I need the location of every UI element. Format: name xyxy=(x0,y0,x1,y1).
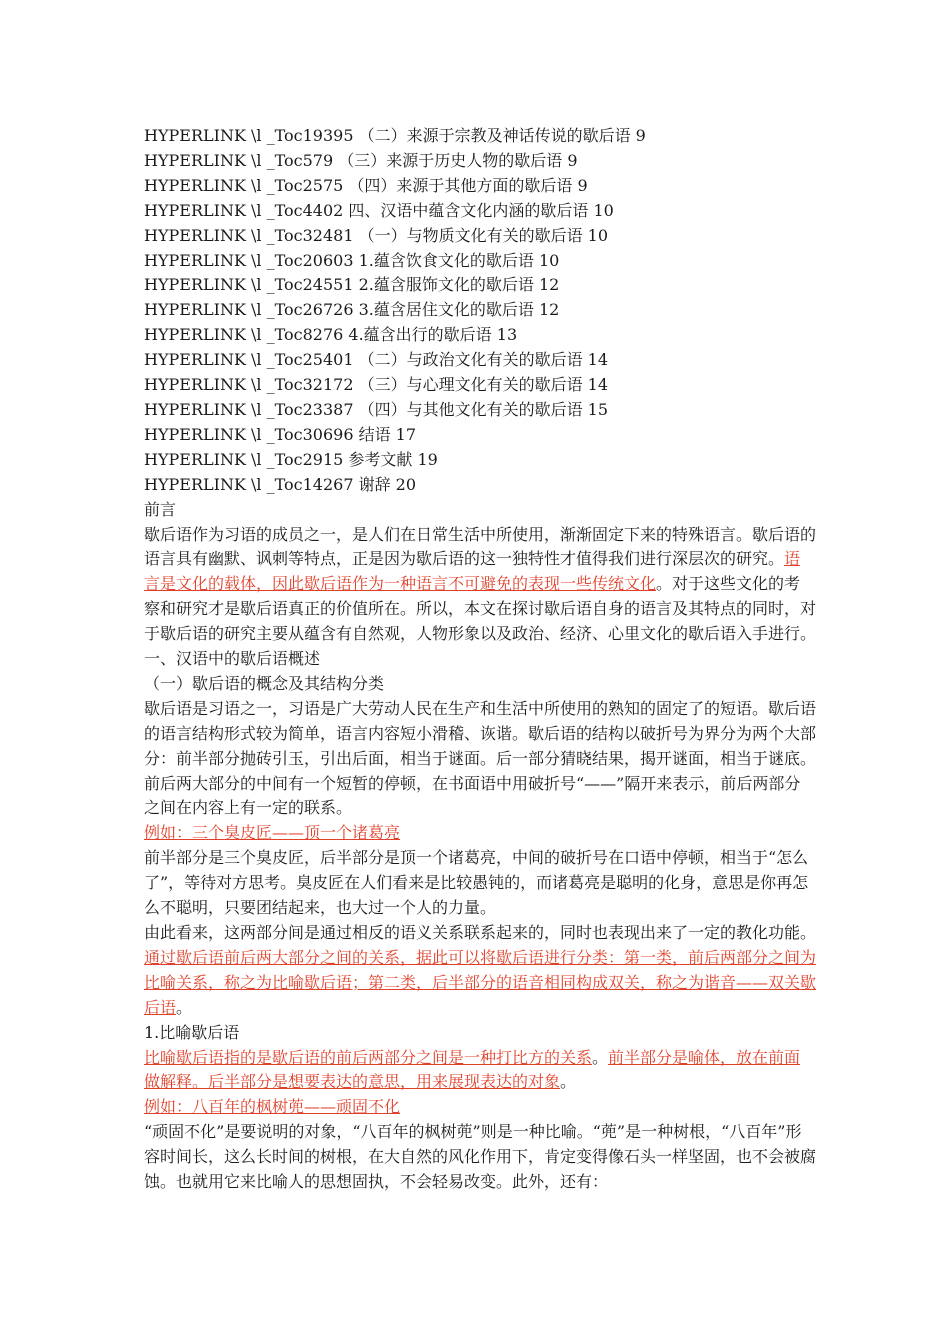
highlighted-text: 语言是文化的载体，因此歇后语作为一种语言不可避免的表现一些传统文化 xyxy=(144,549,801,594)
body-text: 由此看来，这两部分间是通过相反的语义关系联系起来的，同时也表现出来了一定的教化功能。 xyxy=(144,923,817,942)
toc-entry[interactable]: HYPERLINK \l _Toc8276 4.蕴含出行的歇后语 13 xyxy=(144,325,518,345)
document-page xyxy=(144,124,816,1195)
body-paragraph xyxy=(144,1046,816,1096)
toc-entry[interactable]: HYPERLINK \l _Toc4402 四、汉语中蕴含文化内涵的歇后语 10 xyxy=(144,200,614,220)
toc-entry[interactable]: HYPERLINK \l _Toc20603 1.蕴含饮食文化的歇后语 10 xyxy=(144,250,560,270)
toc-list xyxy=(144,124,816,498)
preface-text: 歇后语作为习语的成员之一，是人们在日常生活中所使用，渐渐固定下来的特殊语言。歇后语的语言具有幽默、讽刺等特点，正是因为歇后语的这一独特性才值得我们进行深层次的研究。 xyxy=(144,524,817,569)
toc-entry[interactable]: HYPERLINK \l _Toc14267 谢辞 20 xyxy=(144,474,417,494)
highlighted-text: 前半部分是喻体，放在前面做解释。后半部分是想要表达的意思，用来展现表达的对象 xyxy=(144,1047,801,1092)
highlighted-text: 通过歇后语前后两大部分之间的关系，据此可以将歇后语进行分类：第一类，前后两部分之间为比喻关系，称之为比喻歇后语；第二类，后半部分的语音相同构成双关，称之为谐音——双关歇后语 xyxy=(144,947,817,1017)
body-paragraph xyxy=(144,921,816,1021)
toc-entry[interactable]: HYPERLINK \l _Toc30696 结语 17 xyxy=(144,424,417,444)
toc-entry[interactable]: HYPERLINK \l _Toc23387 （四）与其他文化有关的歇后语 15 xyxy=(144,399,609,419)
toc-entry[interactable]: HYPERLINK \l _Toc25401 （二）与政治文化有关的歇后语 14 xyxy=(144,350,609,370)
body-paragraph: “顽固不化”是要说明的对象，“八百年的枫树蔸”则是一种比喻。“蔸”是一种树根，“八百年”形容时间长，这么长时间的树根，在大自然的风化作用下，肯定变得像石头一样坚固，也不会被腐蚀。也就用它来比喻人的思想固执，不会轻易改变。此外，还有： xyxy=(144,1122,817,1192)
toc-entry[interactable]: HYPERLINK \l _Toc2915 参考文献 19 xyxy=(144,449,438,469)
example-text: 例如：八百年的枫树蔸——顽固不化 xyxy=(144,1097,401,1117)
preface-paragraph xyxy=(144,523,816,648)
body-text: 。 xyxy=(560,1072,577,1092)
body-text: 。 xyxy=(176,997,193,1017)
toc-entry[interactable]: HYPERLINK \l _Toc32481 （一）与物质文化有关的歇后语 10 xyxy=(144,225,609,245)
subsection-heading: （一）歇后语的概念及其结构分类 xyxy=(144,673,385,693)
example-text: 例如：三个臭皮匠——顶一个诸葛亮 xyxy=(144,823,401,843)
body-paragraph: 歇后语是习语之一，习语是广大劳动人民在生产和生活中所使用的熟知的固定了的短语。歇后语的语言结构形式较为简单，语言内容短小滑稽、诙谐。歇后语的结构以破折号为界分为两个大部分：前半部分抛砖引玉，引出后面，相当于谜面。后一部分猜晓结果，揭开谜面，相当于谜底。前后两大部分的中间有一个短暂的停顿，在书面语中用破折号“——”隔开来表示，前后两部分之间在内容上有一定的联系。 xyxy=(144,698,817,818)
toc-entry[interactable]: HYPERLINK \l _Toc19395 （二）来源于宗教及神话传说的歇后语 9 xyxy=(144,126,646,145)
preface-heading: 前言 xyxy=(144,499,177,519)
body-text: 。 xyxy=(592,1047,609,1067)
toc-entry[interactable]: HYPERLINK \l _Toc24551 2.蕴含服饰文化的歇后语 12 xyxy=(144,275,560,295)
body-paragraph: 前半部分是三个臭皮匠，后半部分是顶一个诸葛亮，中间的破折号在口语中停顿，相当于“怎么了”，等待对方思考。臭皮匠在人们看来是比较愚钝的，而诸葛亮是聪明的化身，意思是你再怎么不聪明，只要团结起来，也大过一个人的力量。 xyxy=(144,848,809,918)
subsection-heading: 1.比喻歇后语 xyxy=(144,1022,240,1042)
preface-text: 。对于这些文化的考察和研究才是歇后语真正的价值所在。所以，本文在探讨歇后语自身的语言及其特点的同时，对于歇后语的研究主要从蕴含有自然观，人物形象以及政治、经济、心里文化的歇后语入手进行。 xyxy=(144,574,817,644)
toc-entry[interactable]: HYPERLINK \l _Toc26726 3.蕴含居住文化的歇后语 12 xyxy=(144,300,560,320)
toc-entry[interactable]: HYPERLINK \l _Toc579 （三）来源于历史人物的歇后语 9 xyxy=(144,150,578,170)
toc-entry[interactable]: HYPERLINK \l _Toc2575 （四）来源于其他方面的歇后语 9 xyxy=(144,175,588,195)
highlighted-text: 比喻歇后语指的是歇后语的前后两部分之间是一种打比方的关系 xyxy=(144,1047,593,1067)
section-heading: 一、汉语中的歇后语概述 xyxy=(144,649,321,669)
toc-entry[interactable]: HYPERLINK \l _Toc32172 （三）与心理文化有关的歇后语 14 xyxy=(144,375,609,395)
